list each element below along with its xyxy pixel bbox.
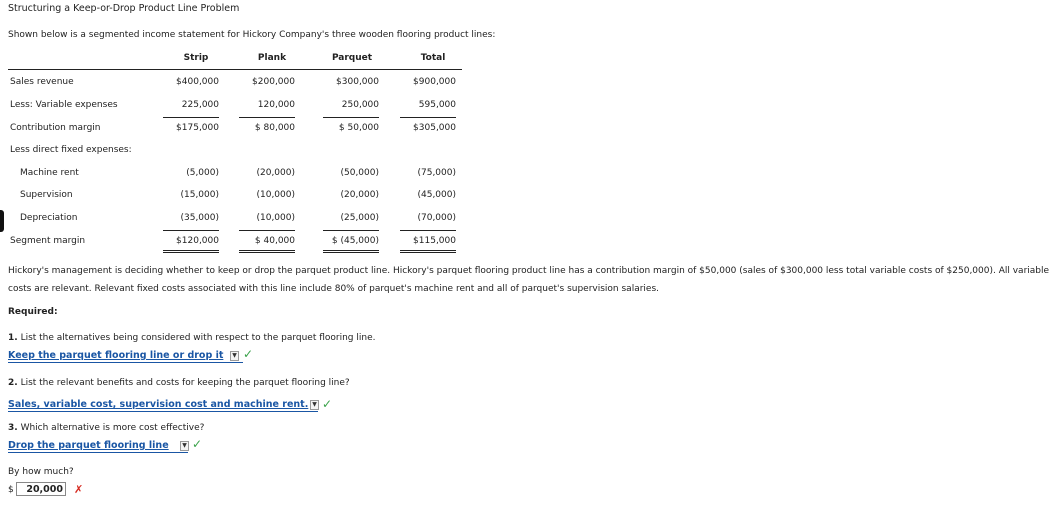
sum-rule bbox=[239, 250, 295, 251]
cell-variable-expenses-parquet: 250,000 bbox=[341, 100, 379, 110]
sum-rule bbox=[239, 252, 295, 253]
page-title: Structuring a Keep-or-Drop Product Line Problem bbox=[8, 3, 240, 14]
cell-variable-expenses-strip: 225,000 bbox=[181, 100, 219, 110]
row-label-sales-revenue: Sales revenue bbox=[10, 77, 74, 87]
sum-rule bbox=[323, 117, 379, 118]
cell-sales-revenue-total: $900,000 bbox=[413, 77, 456, 87]
currency-symbol: $ bbox=[8, 485, 14, 495]
row-label-variable-expenses: Less: Variable expenses bbox=[10, 100, 118, 110]
cell-supervision-total: (45,000) bbox=[417, 190, 456, 200]
col-header-strip: Strip bbox=[183, 53, 209, 63]
check-icon: ✓ bbox=[192, 437, 203, 451]
chevron-down-icon[interactable]: ▼ bbox=[310, 400, 319, 410]
question-1 bbox=[8, 333, 376, 343]
cell-machine-rent-parquet: (50,000) bbox=[340, 168, 379, 178]
row-label-segment-margin: Segment margin bbox=[10, 236, 86, 246]
cell-contribution-margin-plank: $ 80,000 bbox=[254, 123, 295, 133]
cell-depreciation-strip: (35,000) bbox=[180, 213, 219, 223]
question-3-number: 3. bbox=[8, 423, 18, 433]
check-icon: ✓ bbox=[322, 397, 333, 411]
sum-rule bbox=[400, 252, 456, 253]
left-edge-marker bbox=[0, 210, 4, 232]
cell-machine-rent-strip: (5,000) bbox=[186, 168, 219, 178]
answer-2-value: Sales, variable cost, supervision cost and machine rent. bbox=[8, 399, 309, 410]
col-header-parquet: Parquet bbox=[331, 53, 373, 63]
how-much-question: By how much? bbox=[8, 467, 74, 477]
answer-2-dropdown[interactable] bbox=[8, 399, 318, 412]
sum-rule bbox=[323, 252, 379, 253]
question-2 bbox=[8, 378, 350, 388]
col-header-plank: Plank bbox=[257, 53, 287, 63]
cell-supervision-plank: (10,000) bbox=[256, 190, 295, 200]
cell-sales-revenue-strip: $400,000 bbox=[176, 77, 219, 87]
cell-segment-margin-parquet: $ (45,000) bbox=[331, 236, 379, 246]
cell-variable-expenses-total: 595,000 bbox=[418, 100, 456, 110]
question-2-text: List the relevant benefits and costs for keeping the parquet flooring line? bbox=[20, 378, 350, 388]
cell-sales-revenue-plank: $200,000 bbox=[252, 77, 295, 87]
sum-rule bbox=[239, 117, 295, 118]
sum-rule bbox=[400, 117, 456, 118]
answer-3-dropdown[interactable] bbox=[8, 440, 188, 453]
check-icon: ✓ bbox=[243, 347, 254, 361]
cell-contribution-margin-total: $305,000 bbox=[413, 123, 456, 133]
row-label-contribution-margin: Contribution margin bbox=[10, 123, 101, 133]
cell-segment-margin-plank: $ 40,000 bbox=[254, 236, 295, 246]
cell-supervision-strip: (15,000) bbox=[180, 190, 219, 200]
intro-text: Shown below is a segmented income statement for Hickory Company's three wooden flooring product lines: bbox=[8, 30, 496, 40]
cell-variable-expenses-plank: 120,000 bbox=[257, 100, 295, 110]
row-label-depreciation: Depreciation bbox=[20, 213, 78, 223]
sum-rule bbox=[163, 230, 219, 231]
sum-rule bbox=[163, 250, 219, 251]
cell-segment-margin-total: $115,000 bbox=[413, 236, 456, 246]
sum-rule bbox=[163, 117, 219, 118]
question-3 bbox=[8, 423, 204, 433]
question-3-text: Which alternative is more cost effective? bbox=[20, 423, 205, 433]
cell-depreciation-parquet: (25,000) bbox=[340, 213, 379, 223]
required-label: Required: bbox=[8, 307, 58, 317]
sum-rule bbox=[400, 250, 456, 251]
sum-rule bbox=[400, 230, 456, 231]
how-much-input[interactable]: 20,000 bbox=[16, 482, 66, 496]
header-rule bbox=[8, 69, 462, 70]
sum-rule bbox=[323, 250, 379, 251]
question-1-text: List the alternatives being considered with respect to the parquet flooring line. bbox=[20, 333, 376, 343]
question-2-number: 2. bbox=[8, 378, 18, 388]
cell-contribution-margin-parquet: $ 50,000 bbox=[338, 123, 379, 133]
cell-depreciation-total: (70,000) bbox=[417, 213, 456, 223]
cell-contribution-margin-strip: $175,000 bbox=[176, 123, 219, 133]
sum-rule bbox=[239, 230, 295, 231]
sum-rule bbox=[323, 230, 379, 231]
chevron-down-icon[interactable]: ▼ bbox=[180, 441, 189, 451]
row-label-fixed-expenses-header: Less direct fixed expenses: bbox=[10, 145, 132, 155]
row-label-supervision: Supervision bbox=[20, 190, 73, 200]
row-label-machine-rent: Machine rent bbox=[20, 168, 79, 178]
question-1-number: 1. bbox=[8, 333, 18, 343]
answer-1-value: Keep the parquet flooring line or drop it bbox=[8, 350, 224, 361]
x-mark-icon: ✗ bbox=[74, 483, 84, 496]
cell-sales-revenue-parquet: $300,000 bbox=[336, 77, 379, 87]
cell-segment-margin-strip: $120,000 bbox=[176, 236, 219, 246]
cell-machine-rent-total: (75,000) bbox=[417, 168, 456, 178]
cell-depreciation-plank: (10,000) bbox=[256, 213, 295, 223]
problem-description: Hickory's management is deciding whether to keep or drop the parquet product line. Hickory's parquet flooring product line has a contribution margin of $50,000 (sales of $300,000 less total variable costs of $250,000). All variable costs are relevant. Relevant fixed costs associated with this line include 80% of parquet's machine rent and all of parquet's supervision salaries. bbox=[8, 266, 1050, 294]
answer-1-dropdown[interactable] bbox=[8, 350, 243, 363]
col-header-total: Total bbox=[420, 53, 446, 63]
sum-rule bbox=[163, 252, 219, 253]
chevron-down-icon[interactable]: ▼ bbox=[230, 351, 239, 361]
cell-supervision-parquet: (20,000) bbox=[340, 190, 379, 200]
answer-3-value: Drop the parquet flooring line bbox=[8, 440, 169, 451]
cell-machine-rent-plank: (20,000) bbox=[256, 168, 295, 178]
